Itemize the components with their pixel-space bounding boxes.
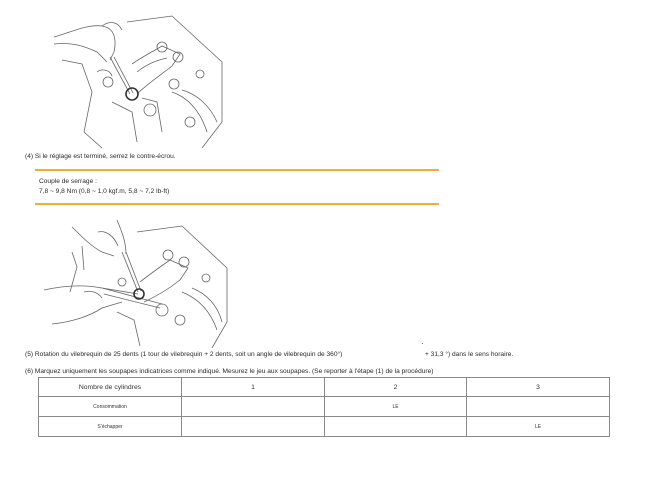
step-5-text: (5) Rotation du vilebrequin de 25 dents (1 tour de vilebrequin + 2 dents, soit un angle de vilebrequin de 360°) — [25, 351, 343, 358]
header-cell-1: 1 — [182, 378, 325, 397]
spec-bottom-divider — [35, 203, 439, 205]
engine-figure-tightening-locknut — [22, 212, 234, 348]
step-6-text: (6) Marquez uniquement les soupapes indicatrices comme indiqué. Mesurez le jeu aux soupapes. (Se reporter à l'étape (1) de la procédure) — [25, 368, 434, 375]
table-row-intake — [39, 397, 610, 417]
engine-illustration-2 — [22, 212, 234, 348]
row-label-intake: Consommation — [39, 397, 182, 417]
intake-cyl-1 — [182, 397, 325, 417]
intake-cyl-2: LE — [325, 397, 467, 417]
intake-cyl-3 — [467, 397, 610, 417]
header-cell-2: 2 — [325, 378, 467, 397]
row-label-exhaust: S'échapper — [39, 417, 182, 437]
engine-illustration-1 — [22, 2, 234, 148]
exhaust-cyl-1 — [182, 417, 325, 437]
table-header-row — [39, 378, 610, 397]
step-4-text: (4) Si le réglage est terminé, serrez le contre-écrou. — [25, 153, 176, 160]
table-row-exhaust — [39, 417, 610, 437]
torque-spec-label: Couple de serrage : — [39, 178, 97, 185]
step-5-text-continued: + 31,3 °) dans le sens horaire. — [425, 351, 514, 358]
stray-mark: · — [421, 339, 424, 348]
exhaust-cyl-2 — [325, 417, 467, 437]
header-cell-3: 3 — [467, 378, 610, 397]
engine-figure-adjusting-screw — [22, 2, 234, 148]
torque-spec-value: 7,8 ~ 9,8 Nm (0,8 ~ 1,0 kgf.m, 5,8 ~ 7,2 lb-ft) — [39, 188, 170, 195]
exhaust-cyl-3: LE — [467, 417, 610, 437]
valve-clearance-table — [38, 377, 610, 437]
spec-top-divider — [35, 169, 439, 171]
header-cell-cylinders: Nombre de cylindres — [39, 378, 182, 397]
